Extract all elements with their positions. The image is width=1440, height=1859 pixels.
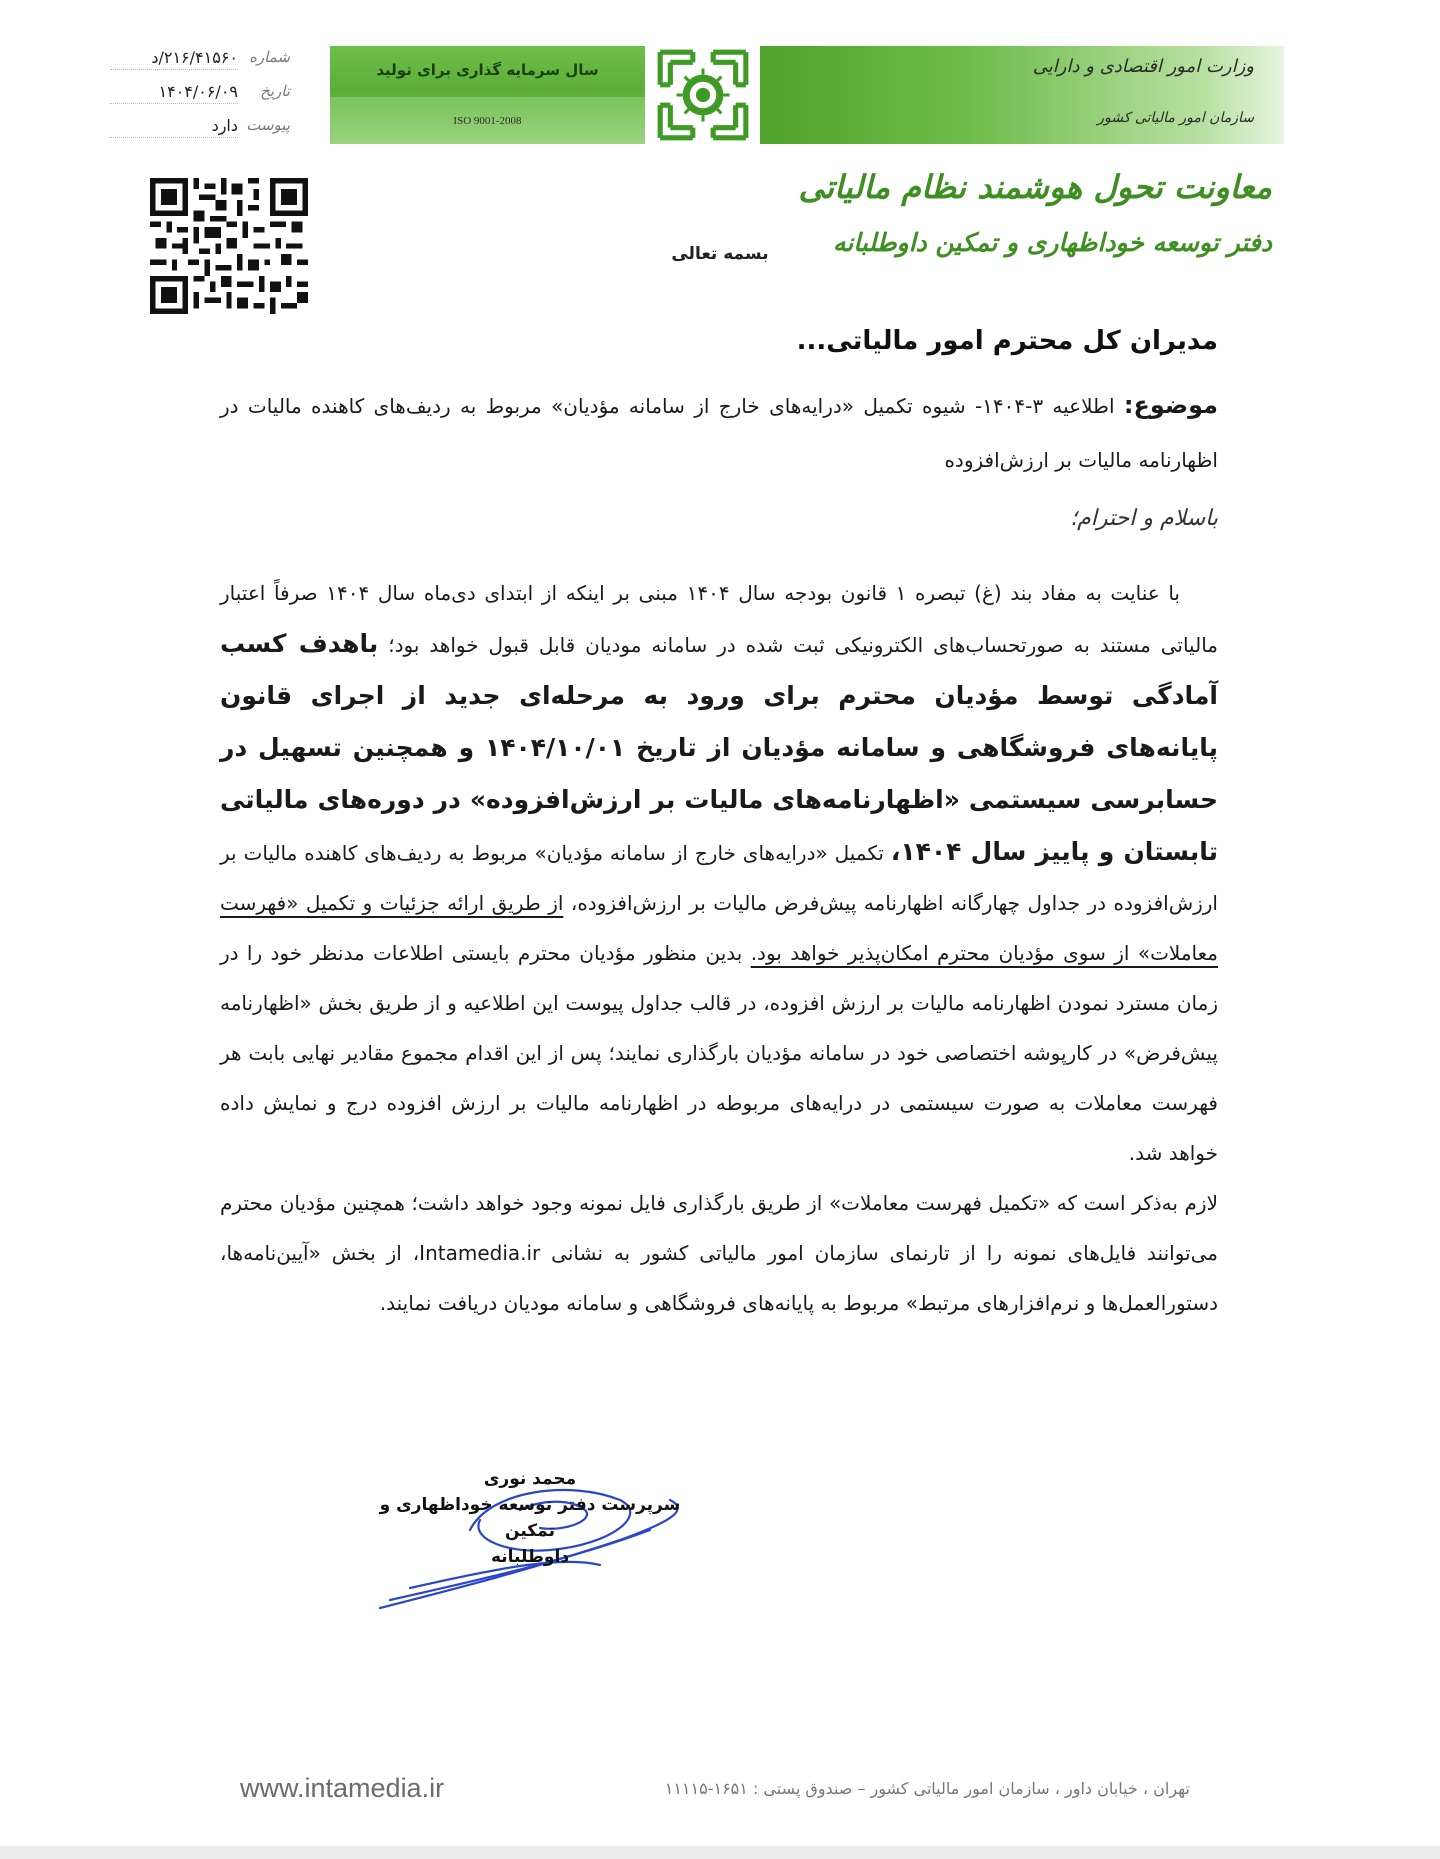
tax-organization-logo-icon <box>652 44 754 146</box>
subject-line <box>220 378 1218 487</box>
footer-address: تهران ، خیابان داور ، سازمان امور مالیاتی کشور – صندوق پستی : ۱۶۵۱-۱۱۱۱۵ <box>664 1778 1190 1798</box>
signature-block <box>370 1466 690 1570</box>
subject-label: موضوع: <box>1123 391 1218 419</box>
meta-attachment-label: پیوست <box>246 116 290 134</box>
body-p1-intro: با عنایت به مفاد بند (غ) تبصره ۱ قانون بودجه سال ۱۴۰۴ مبنی بر اینکه از ابتدای دی‌ماه سال ۱۴۰۴ صرفاً اعتبار مالیاتی مستند به صورتحساب‌های الکترونیکی ثبت شده در سامانه مودیان قابل قبول خواهد بود؛ <box>220 581 1218 657</box>
meta-date-value: ۱۴۰۴/۰۶/۰۹ <box>158 81 238 101</box>
deputy-title: معاونت تحول هوشمند نظام مالیاتی <box>798 168 1272 206</box>
body-p1-end: بدین منظور مؤدیان محترم بایستی اطلاعات مدنظر خود را در زمان مسترد نمودن اظهارنامه مالیات بر ارزش افزوده، در قالب جداول پیوست این اطلاعیه و از طریق بخش «اظهارنامه پیش‌فرض» در کارپوشه اختصاصی خود در سامانه مؤدیان بارگذاری نمایند؛ پس از این اقدام مجموع مقادیر نهایی بابت هر فهرست معاملات به صورت سیستمی در درایه‌های مربوطه در اظهارنامه مالیات بر ارزش افزوده درج و نمایش داده خواهد شد. <box>220 941 1218 1165</box>
header-band-right <box>760 46 1284 144</box>
signatory-title-line2: داوطلبانه <box>490 1547 570 1567</box>
body-p1-bold: باهدف کسب آمادگی توسط مؤدیان محترم برای ورود به مرحله‌ای جدید از اجرای قانون پایانه‌های فروشگاهی و سامانه مؤدیان از تاریخ ۱۴۰۴/۱۰/۰۱ و همچنین تسهیل در حسابرسی سیستمی «اظهارنامه‌های مالیات بر ارزش‌افزوده» در دوره‌های مالیاتی تابستان و پاییز سال ۱۴۰۴، <box>220 629 1218 866</box>
footer-website: www.intamedia.ir <box>240 1772 445 1803</box>
organization-name: سازمان امور مالیاتی کشور <box>1097 110 1254 126</box>
body-p1-underlined: از طریق ارائه جزئیات و تکمیل «فهرست معاملات» از سوی مؤدیان محترم امکان‌پذیر خواهد بود. <box>220 891 1218 965</box>
letter-meta <box>110 40 290 142</box>
ministry-name: وزارت امور اقتصادی و دارایی <box>1032 56 1254 77</box>
meta-number-label: شماره <box>249 48 290 66</box>
meta-number-row <box>110 40 290 74</box>
body-paragraph-1 <box>220 568 1218 1178</box>
body-p1-middle: تکمیل «درایه‌های خارج از سامانه مؤدیان» مربوط به ردیف‌های کاهنده مالیات بر ارزش‌افزوده در جداول چهارگانه اظهارنامه پیش‌فرض مالیات بر ارزش‌افزوده، <box>220 841 1218 915</box>
letter-body <box>220 568 1218 1328</box>
office-title: دفتر توسعه خوداظهاری و تمکین داوطلبانه <box>832 228 1272 257</box>
subject-text: اطلاعیه ۳-۱۴۰۴- شیوه تکمیل «درایه‌های خارج از سامانه مؤدیان» مربوط به ردیف‌های کاهنده مالیات در اظهارنامه مالیات بر ارزش‌افزوده <box>220 394 1218 472</box>
signatory-name: محمد نوری <box>483 1469 577 1489</box>
meta-number-value: ۲۱۶/۴۱۵۶۰/د <box>151 47 238 67</box>
recipient-heading: مدیران کل محترم امور مالیاتی... <box>796 326 1218 356</box>
qr-code-icon <box>150 178 308 314</box>
page-bottom-edge <box>0 1846 1440 1859</box>
bismillah-heading: بسمه تعالی <box>671 244 769 264</box>
meta-date-label: تاریخ <box>260 82 290 100</box>
iso-label: ISO 9001-2008 <box>330 97 645 144</box>
body-paragraph-2: لازم به‌ذکر است که «تکمیل فهرست معاملات» از طریق بارگذاری فایل نمونه وجود خواهد داشت؛ همچنین مؤدیان محترم می‌توانند فایل‌های نمونه را از تارنمای سازمان امور مالیاتی کشور به نشانی Intamedia.ir، از بخش «آیین‌نامه‌ها، دستورالعمل‌ها و نرم‌افزارهای مرتبط» مربوط به پایانه‌های فروشگاهی و سامانه مودیان دریافت نمایند. <box>220 1191 1218 1315</box>
meta-date-row <box>110 74 290 108</box>
salutation-handwritten: باسلام و احترام؛ <box>1070 506 1218 531</box>
header-band-left <box>330 46 645 144</box>
slogan-text: سال سرمایه گذاری برای تولید <box>376 60 599 79</box>
signatory-title-line1: سرپرست دفتر توسعه خوداظهاری و تمکین <box>379 1495 681 1541</box>
meta-attachment-row <box>110 108 290 142</box>
letter-footer <box>240 1770 1190 1806</box>
meta-attachment-value: دارد <box>211 115 238 135</box>
